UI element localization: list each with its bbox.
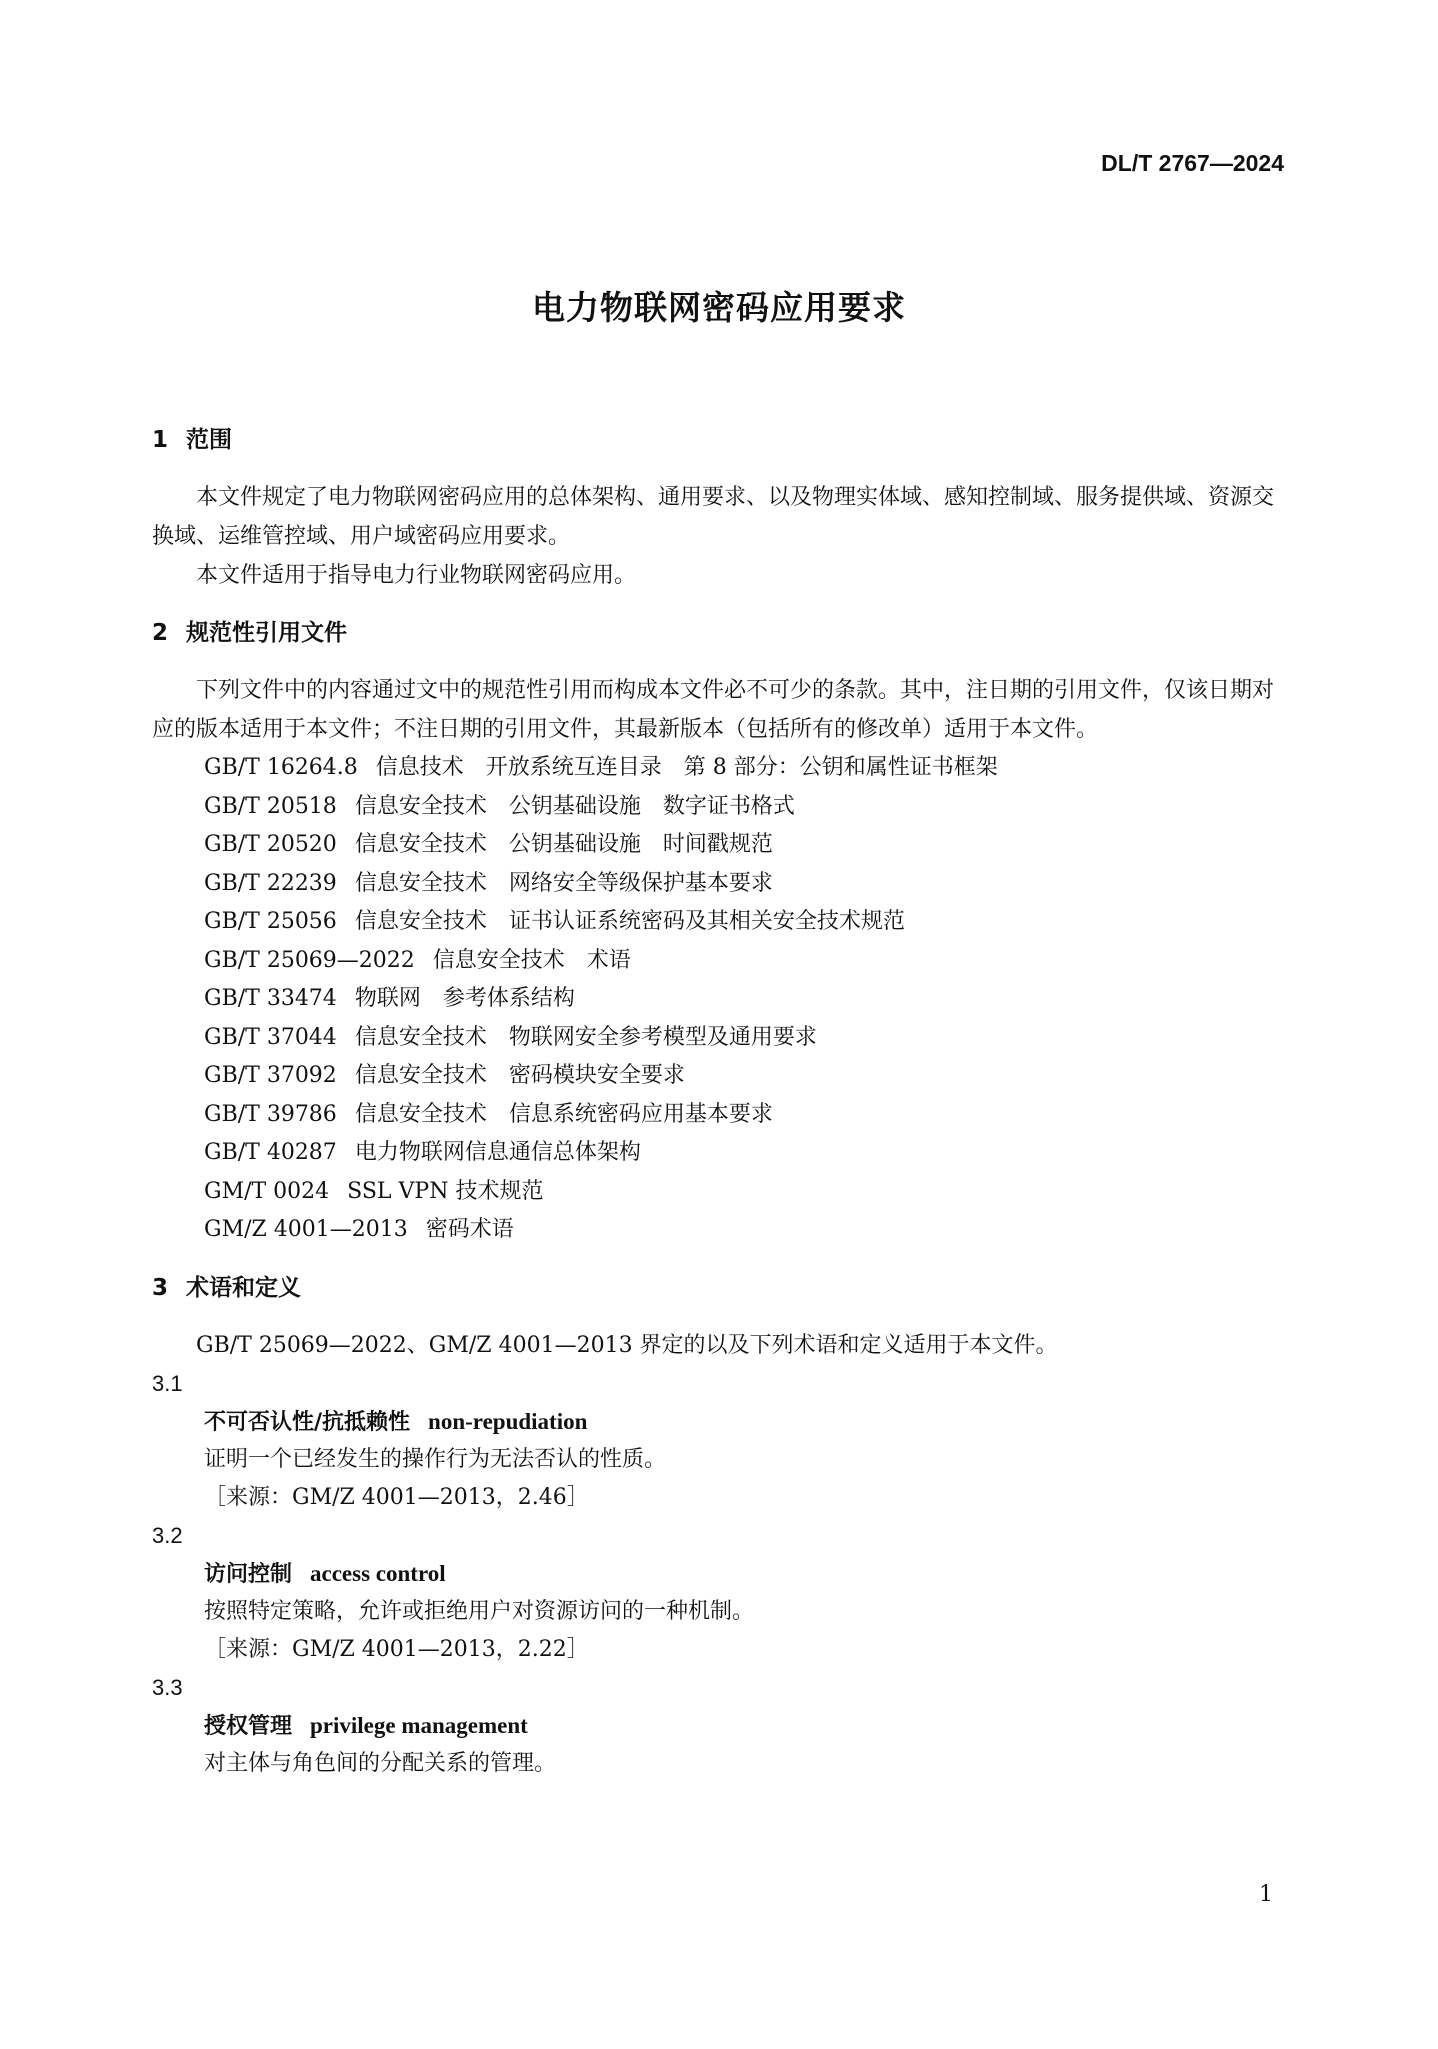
- term-name-cn: 不可否认性/抗抵赖性: [204, 1409, 411, 1435]
- section-number: 1: [152, 427, 169, 453]
- reference-item: [152, 942, 1292, 981]
- term-heading: [152, 1403, 1292, 1441]
- term-entry: [152, 1365, 1292, 1517]
- reference-code: GB/T 33474: [204, 986, 337, 1011]
- page-number: 1: [1259, 1882, 1273, 1907]
- reference-code: GB/T 20518: [204, 793, 337, 819]
- reference-title: SSL VPN 技术规范: [347, 1178, 544, 1204]
- reference-item: [152, 1173, 1292, 1212]
- term-number: 3.2: [152, 1522, 183, 1548]
- reference-title: 物联网 参考体系结构: [354, 986, 575, 1011]
- reference-item: [152, 1057, 1292, 1096]
- term-number: 3.3: [152, 1674, 183, 1700]
- term-heading: [152, 1707, 1292, 1745]
- reference-list: [152, 749, 1292, 1250]
- reference-title: 信息技术 开放系统互连目录 第 8 部分：公钥和属性证书框架: [375, 755, 998, 780]
- reference-item: [152, 788, 1292, 827]
- reference-code: GB/T 20520: [204, 832, 337, 857]
- term-source: ［来源：GM/Z 4001—2013，2.22］: [204, 1636, 589, 1662]
- reference-item: [152, 1134, 1292, 1173]
- term-name-cn: 访问控制: [204, 1561, 293, 1587]
- reference-title: 密码术语: [425, 1217, 514, 1242]
- term-entry: [152, 1517, 1292, 1669]
- reference-code: GB/T 16264.8: [204, 755, 358, 780]
- term-heading: [152, 1555, 1292, 1593]
- section-heading-normative-references: [152, 613, 1292, 653]
- document-body: [152, 420, 1292, 1783]
- reference-item: [152, 1096, 1292, 1135]
- reference-item: [152, 903, 1292, 942]
- term-name-cn: 授权管理: [204, 1713, 293, 1739]
- reference-code: GB/T 39786: [204, 1101, 337, 1127]
- reference-code: GB/T 25069—2022: [204, 947, 415, 973]
- section-heading-terms: [152, 1268, 1292, 1308]
- reference-title: 信息安全技术 公钥基础设施 时间戳规范: [354, 832, 773, 857]
- reference-code: GB/T 37044: [204, 1024, 337, 1050]
- reference-code: GB/T 40287: [204, 1140, 337, 1165]
- section-heading-scope: [152, 420, 1292, 460]
- reference-item: [152, 749, 1292, 788]
- term-name-en: privilege management: [310, 1712, 528, 1738]
- reference-item: [152, 1211, 1292, 1250]
- section-title: 规范性引用文件: [186, 620, 347, 646]
- term-entry: [152, 1669, 1292, 1783]
- section-title: 范围: [186, 427, 232, 453]
- references-intro: 下列文件中的内容通过文中的规范性引用而构成本文件必不可少的条款。其中，注日期的引用文件，仅该日期对应的版本适用于本文件；不注日期的引用文件，其最新版本（包括所有的修改单）适用于本文件。: [152, 678, 1275, 742]
- term-name-en: non-repudiation: [428, 1408, 588, 1434]
- reference-title: 信息安全技术 公钥基础设施 数字证书格式: [354, 793, 795, 819]
- reference-code: GB/T 22239: [204, 870, 337, 896]
- section-title: 术语和定义: [186, 1274, 301, 1301]
- terms-intro: GB/T 25069—2022、GM/Z 4001—2013 界定的以及下列术语和定义适用于本文件。: [196, 1332, 1058, 1358]
- term-definition: 按照特定策略，允许或拒绝用户对资源访问的一种机制。: [204, 1598, 755, 1624]
- reference-item: [152, 1019, 1292, 1058]
- reference-title: 信息安全技术 物联网安全参考模型及通用要求: [354, 1024, 817, 1050]
- reference-item: [152, 826, 1292, 865]
- scope-paragraph: 本文件规定了电力物联网密码应用的总体架构、通用要求、以及物理实体域、感知控制域、服务提供域、资源交换域、运维管控域、用户域密码应用要求。: [152, 485, 1275, 549]
- standard-code: DL/T 2767—2024: [1101, 150, 1284, 176]
- reference-title: 电力物联网信息通信总体架构: [354, 1140, 641, 1165]
- document-title: 电力物联网密码应用要求: [532, 288, 906, 327]
- reference-item: [152, 865, 1292, 904]
- term-definition: 对主体与角色间的分配关系的管理。: [204, 1750, 557, 1776]
- reference-code: GB/T 25056: [204, 909, 337, 934]
- term-definition: 证明一个已经发生的操作行为无法否认的性质。: [204, 1446, 667, 1472]
- reference-item: [152, 980, 1292, 1019]
- reference-title: 信息安全技术 密码模块安全要求: [354, 1063, 685, 1088]
- reference-title: 信息安全技术 信息系统密码应用基本要求: [354, 1101, 773, 1127]
- reference-title: 信息安全技术 证书认证系统密码及其相关安全技术规范: [354, 909, 905, 934]
- reference-title: 信息安全技术 网络安全等级保护基本要求: [354, 870, 773, 896]
- reference-code: GM/Z 4001—2013: [204, 1217, 408, 1242]
- section-number: 2: [152, 620, 169, 646]
- term-number: 3.1: [152, 1370, 183, 1396]
- reference-title: 信息安全技术 术语: [432, 947, 631, 973]
- reference-code: GB/T 37092: [204, 1063, 337, 1088]
- term-source: ［来源：GM/Z 4001—2013，2.46］: [204, 1484, 589, 1510]
- section-number: 3: [152, 1274, 169, 1301]
- term-name-en: access control: [310, 1560, 446, 1586]
- reference-code: GM/T 0024: [204, 1178, 330, 1204]
- scope-paragraph: 本文件适用于指导电力行业物联网密码应用。: [196, 563, 637, 588]
